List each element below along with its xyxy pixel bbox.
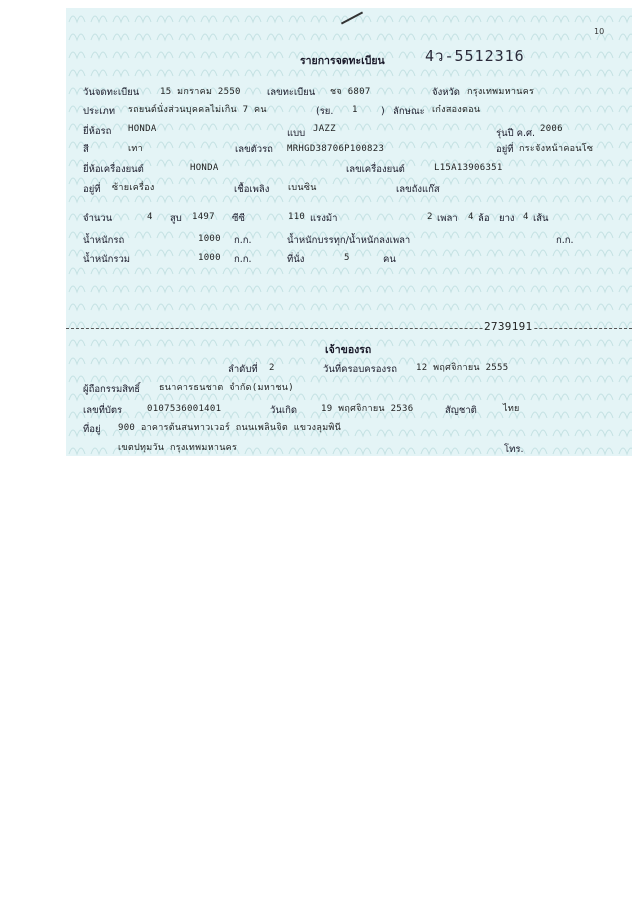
address-line-2: เขตปทุมวัน กรุงเทพมหานคร bbox=[118, 443, 238, 453]
perforation-line bbox=[66, 328, 632, 329]
engine-no-label: เลขเครื่องยนต์ bbox=[346, 164, 405, 175]
chassis-loc-label: อยู่ที่ bbox=[496, 144, 514, 155]
cyl-label: สูบ bbox=[170, 213, 182, 224]
rs-label: (รย. bbox=[316, 106, 334, 117]
seq-label: ลำดับที่ bbox=[228, 364, 258, 375]
model-year: 2006 bbox=[540, 124, 563, 134]
holder: ธนาคารธนชาต จำกัด(มหาชน) bbox=[159, 383, 294, 393]
birth-label: วันเกิด bbox=[270, 405, 297, 416]
partial-number: 2739191 bbox=[484, 320, 533, 333]
engine-location: ซ้ายเครื่อง bbox=[112, 183, 155, 193]
type-label: ประเภท bbox=[83, 106, 116, 117]
reg-date: 15 มกราคม 2550 bbox=[160, 87, 241, 97]
possess-label: วันที่ครอบครองรถ bbox=[323, 364, 397, 375]
engine-no: L15A13906351 bbox=[434, 163, 503, 173]
color: เทา bbox=[128, 144, 143, 154]
tel-label: โทร. bbox=[504, 444, 524, 455]
wheels: 4 bbox=[468, 212, 474, 222]
axles: 2 bbox=[427, 212, 433, 222]
engine-brand: HONDA bbox=[190, 163, 219, 173]
style-label: ลักษณะ bbox=[393, 106, 425, 117]
gas-tank-label: เลขถังแก๊ส bbox=[396, 184, 440, 195]
seats-unit: คน bbox=[383, 254, 396, 265]
cc-label: ซีซี bbox=[232, 213, 245, 224]
seats-label: ที่นั่ง bbox=[287, 254, 305, 265]
address-line-1: 900 อาคารต้นสนทาวเวอร์ ถนนเพลินจิต แขวงลุมพินี bbox=[118, 423, 342, 433]
axle-label: เพลา bbox=[437, 213, 458, 224]
owner-heading: เจ้าของรถ bbox=[325, 344, 372, 356]
province: กรุงเทพมหานคร bbox=[467, 87, 535, 97]
total-weight: 1000 bbox=[198, 253, 221, 263]
wheel-label: ล้อ bbox=[478, 213, 490, 224]
weight-unit: ก.ก. bbox=[234, 235, 252, 246]
color-label: สี bbox=[83, 144, 89, 155]
id-label: เลขที่บัตร bbox=[83, 405, 123, 416]
model-label: แบบ bbox=[287, 128, 306, 139]
total-weight-unit: ก.ก. bbox=[234, 254, 252, 265]
reg-no-label: เลขทะเบียน bbox=[267, 87, 316, 98]
sequence: 2 bbox=[269, 363, 275, 373]
fuel: เบนซิน bbox=[288, 183, 317, 193]
cylinders: 4 bbox=[147, 212, 153, 222]
weight-label: น้ำหนักรถ bbox=[83, 235, 125, 246]
rs-close: ) bbox=[381, 106, 385, 117]
total-weight-label: น้ำหนักรวม bbox=[83, 254, 131, 265]
document-title: รายการจดทะเบียน bbox=[300, 55, 385, 67]
security-pattern bbox=[66, 8, 632, 456]
hp-label: แรงม้า bbox=[310, 213, 338, 224]
province-label: จังหวัด bbox=[432, 87, 460, 98]
load-unit: ก.ก. bbox=[556, 235, 574, 246]
weight: 1000 bbox=[198, 234, 221, 244]
chassis-label: เลขตัวรถ bbox=[235, 144, 273, 155]
reg-no: ชจ 6807 bbox=[330, 87, 371, 97]
possess-date: 12 พฤศจิกายน 2555 bbox=[416, 363, 509, 373]
document-sheet bbox=[66, 8, 632, 456]
cc: 1497 bbox=[192, 212, 215, 222]
qty-label: จำนวน bbox=[83, 213, 113, 224]
horsepower: 110 bbox=[288, 212, 306, 222]
engine-brand-label: ยี่ห้อเครื่องยนต์ bbox=[83, 164, 144, 175]
handwritten-number: 4ว-5512316 bbox=[425, 47, 525, 65]
address-label: ที่อยู่ bbox=[83, 424, 101, 435]
chassis-no: MRHGD38706P100823 bbox=[287, 144, 385, 154]
tyre-unit: เส้น bbox=[533, 213, 549, 224]
tyres-label: ยาง bbox=[499, 213, 515, 224]
engine-loc-label: อยู่ที่ bbox=[83, 184, 101, 195]
chassis-location: กระจังหน้าคอนโซ bbox=[519, 144, 594, 154]
date-label: วันจดทะเบียน bbox=[83, 87, 140, 98]
model: JAZZ bbox=[313, 124, 336, 134]
brand-label: ยี่ห้อรถ bbox=[83, 126, 112, 137]
birth-date: 19 พฤศจิกายน 2536 bbox=[321, 404, 414, 414]
vehicle-type: รถยนต์นั่งส่วนบุคคลไม่เกิน 7 คน bbox=[128, 105, 267, 115]
fuel-label: เชื้อเพลิง bbox=[234, 184, 270, 195]
brand: HONDA bbox=[128, 124, 157, 134]
id-number: 0107536001401 bbox=[147, 404, 222, 414]
nation-label: สัญชาติ bbox=[445, 405, 477, 416]
year-label: รุ่นปี ค.ศ. bbox=[496, 128, 536, 139]
rs-value: 1 bbox=[352, 105, 358, 115]
load-label: น้ำหนักบรรทุก/น้ำหนักลงเพลา bbox=[287, 235, 411, 246]
page-number: 10 bbox=[594, 27, 605, 36]
nationality: ไทย bbox=[503, 404, 520, 414]
tyres: 4 bbox=[523, 212, 529, 222]
seats: 5 bbox=[344, 253, 350, 263]
holder-label: ผู้ถือกรรมสิทธิ์ bbox=[83, 384, 141, 395]
vehicle-style: เก๋งสองตอน bbox=[432, 105, 481, 115]
